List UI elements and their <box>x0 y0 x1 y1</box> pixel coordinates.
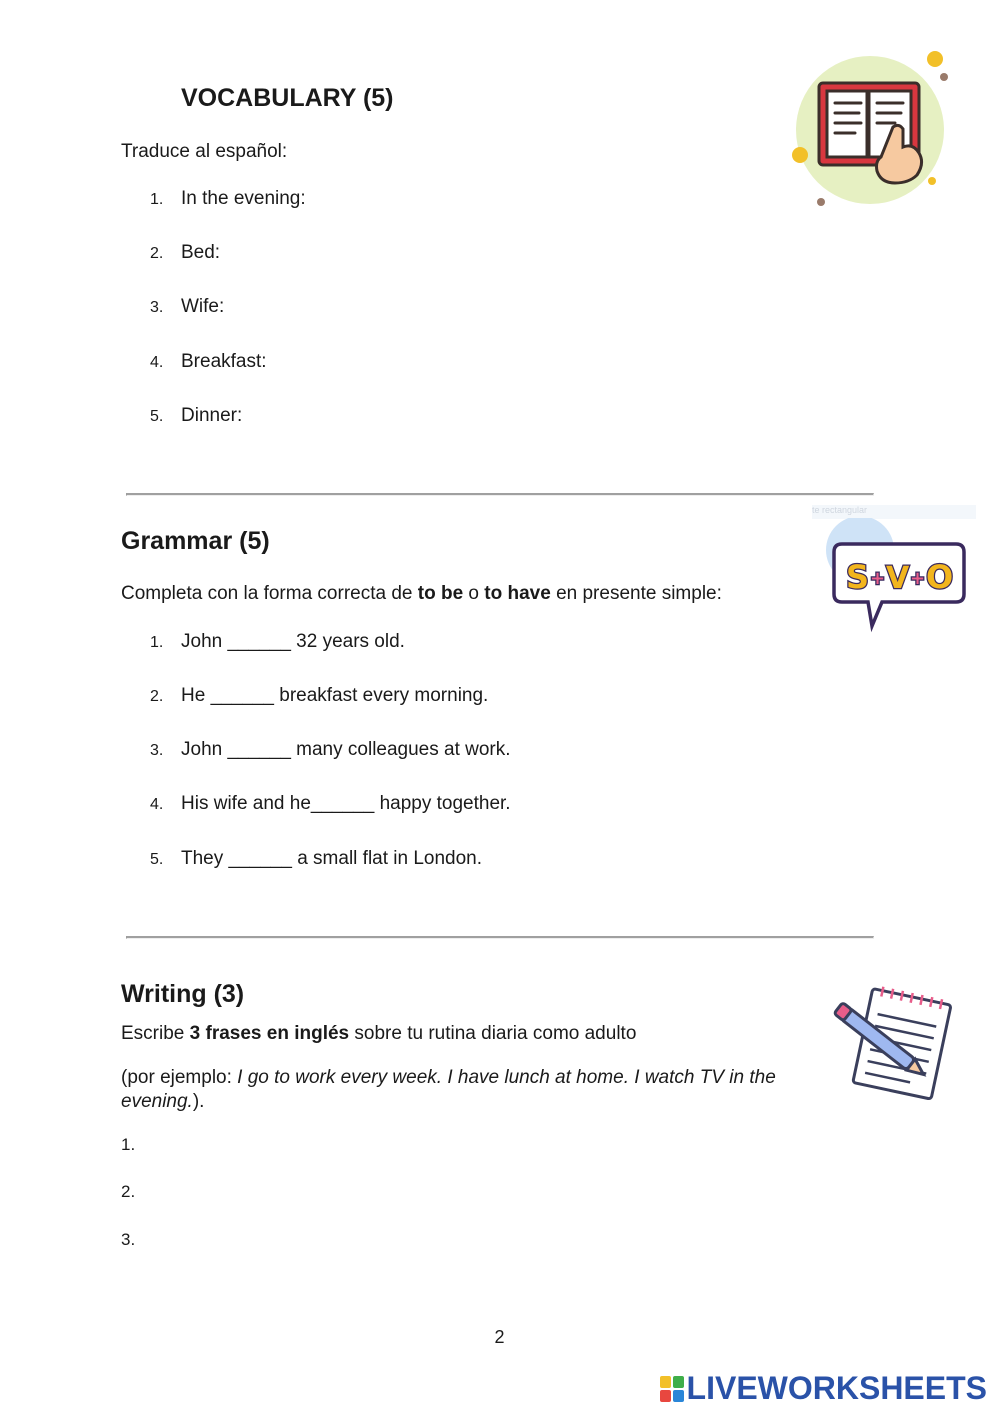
grammar-item: 3. John ______ many colleagues at work. <box>150 739 511 760</box>
brand-text: LIVEWORKSHEETS <box>686 1370 987 1406</box>
svg-text:S: S <box>846 558 870 596</box>
vocabulary-item: 3. Wife: <box>150 296 225 317</box>
liveworksheets-logo <box>660 1370 987 1407</box>
vocabulary-item: 4. Breakfast: <box>150 351 267 372</box>
grammar-item: 1. John ______ 32 years old. <box>150 631 405 652</box>
writing-title: Writing (3) <box>121 980 245 1008</box>
writing-example: (por ejemplo: I go to work every week. I have lunch at home. I watch TV in the evening.). <box>121 1067 776 1112</box>
section-divider <box>126 493 874 496</box>
open-book-icon <box>785 45 955 215</box>
svg-text:+: + <box>910 568 926 589</box>
writing-answer-line: 2. <box>121 1182 136 1201</box>
svg-text:+: + <box>870 568 886 589</box>
svg-text:O: O <box>926 558 954 596</box>
vocabulary-item: 5. Dinner: <box>150 405 243 426</box>
grammar-item: 4. His wife and he______ happy together. <box>150 793 511 814</box>
grammar-instruction: Completa con la forma correcta de to be o to have en presente simple: <box>121 583 722 604</box>
notepad-pen-icon <box>818 985 958 1101</box>
grammar-item: 5. They ______ a small flat in London. <box>150 848 483 869</box>
svo-speech-bubble-icon <box>820 518 970 634</box>
grammar-item: 2. He ______ breakfast every morning. <box>150 685 489 706</box>
svg-text:V: V <box>886 561 910 596</box>
liveworksheets-mark-icon <box>660 1376 684 1402</box>
grammar-title: Grammar (5) <box>121 527 270 555</box>
writing-answer-line: 3. <box>121 1230 136 1249</box>
vocabulary-instruction: Traduce al español: <box>121 141 288 162</box>
vocabulary-item: 2. Bed: <box>150 242 221 263</box>
writing-instruction: Escribe 3 frases en inglés sobre tu rutina diaria como adulto <box>121 1023 637 1044</box>
vocabulary-title: VOCABULARY (5) <box>181 84 394 112</box>
vocabulary-item: 1. In the evening: <box>150 188 306 209</box>
page-number: 2 <box>494 1327 505 1347</box>
image-caption: te rectangular <box>812 505 976 519</box>
writing-answer-line: 1. <box>121 1135 136 1154</box>
section-divider <box>126 936 874 939</box>
